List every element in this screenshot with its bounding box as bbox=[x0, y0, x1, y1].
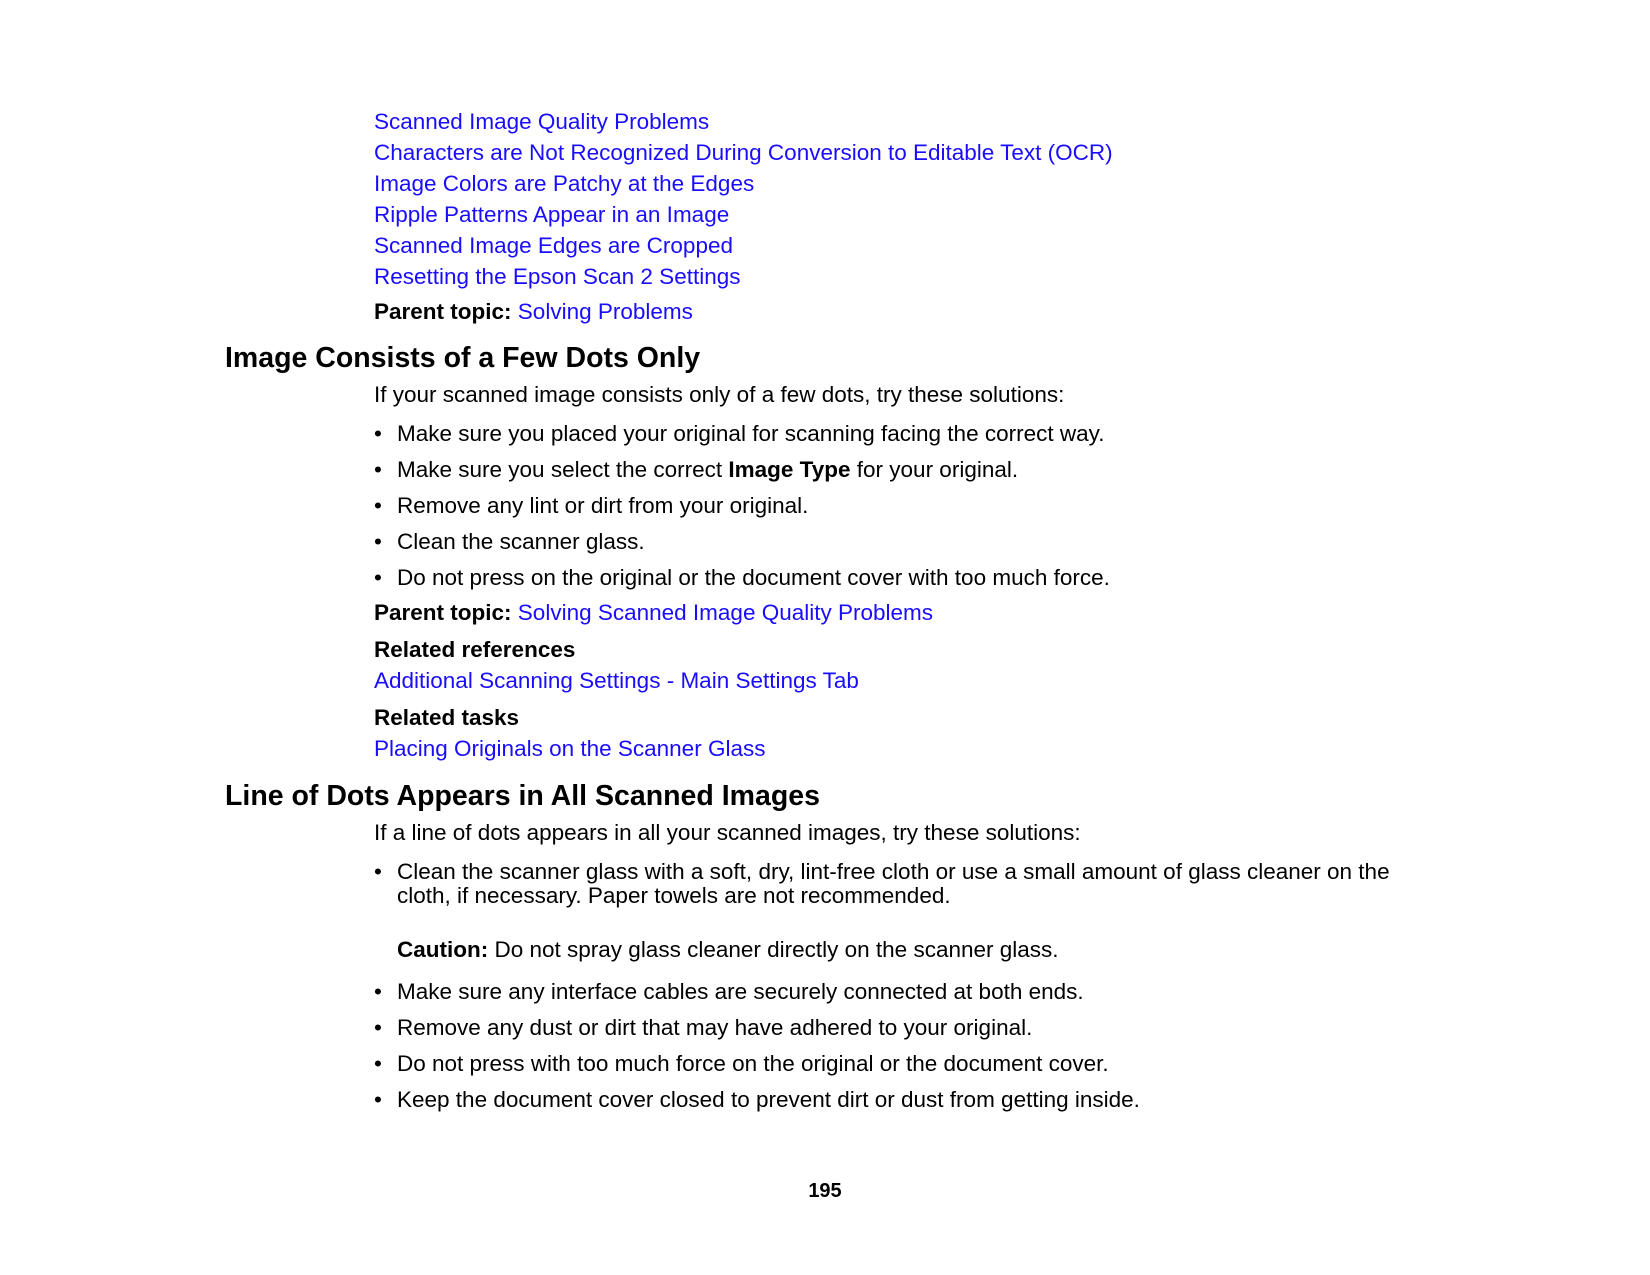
list-item-text: Keep the document cover closed to prevent dirt or dust from getting inside. bbox=[397, 1087, 1140, 1112]
list-item bbox=[374, 860, 1414, 962]
list-item bbox=[374, 1016, 1414, 1040]
related-tasks-heading: Related tasks bbox=[374, 705, 520, 730]
page-number: 195 bbox=[808, 1180, 842, 1202]
list-item-text: Do not press with too much force on the original or the document cover. bbox=[397, 1051, 1109, 1076]
list-item bbox=[374, 1052, 1414, 1076]
list-item-text: Do not press on the original or the document cover with too much force. bbox=[397, 565, 1110, 590]
list-item bbox=[374, 566, 1414, 590]
bullet-marker: • bbox=[374, 979, 382, 1004]
list-item-text: Make sure any interface cables are securely connected at both ends. bbox=[397, 979, 1084, 1004]
section2-bullet-list bbox=[374, 860, 1414, 1112]
section2-intro: If a line of dots appears in all your scanned images, try these solutions: bbox=[374, 820, 1081, 845]
top-links-list bbox=[374, 106, 1414, 292]
link-resetting-epson-scan-settings[interactable]: Resetting the Epson Scan 2 Settings bbox=[374, 264, 741, 289]
bullet-marker: • bbox=[374, 529, 382, 554]
list-item-text: Clean the scanner glass. bbox=[397, 529, 645, 554]
bullet-marker: • bbox=[374, 565, 382, 590]
section-heading-few-dots: Image Consists of a Few Dots Only bbox=[225, 342, 701, 374]
link-edges-cropped[interactable]: Scanned Image Edges are Cropped bbox=[374, 233, 733, 258]
link-scanned-image-quality-problems[interactable]: Scanned Image Quality Problems bbox=[374, 109, 710, 134]
section1-intro: If your scanned image consists only of a few dots, try these solutions: bbox=[374, 382, 1065, 407]
list-item bbox=[374, 980, 1414, 1004]
image-type-term: Image Type bbox=[728, 457, 851, 482]
list-item-text: Remove any dust or dirt that may have adhered to your original. bbox=[397, 1015, 1033, 1040]
list-item-text-post: for your original. bbox=[850, 457, 1019, 482]
list-item-text: Make sure you placed your original for scanning facing the correct way. bbox=[397, 421, 1105, 446]
section-heading-line-of-dots: Line of Dots Appears in All Scanned Images bbox=[225, 780, 820, 812]
bullet-marker: • bbox=[374, 1051, 382, 1076]
parent-topic-label: Parent topic: bbox=[374, 299, 512, 324]
link-image-colors-patchy[interactable]: Image Colors are Patchy at the Edges bbox=[374, 171, 755, 196]
top-parent-topic bbox=[374, 296, 1414, 327]
related-references-heading: Related references bbox=[374, 637, 576, 662]
parent-topic-label: Parent topic: bbox=[374, 600, 512, 625]
caution-label: Caution: bbox=[397, 937, 489, 962]
list-item bbox=[374, 422, 1414, 446]
link-placing-originals[interactable]: Placing Originals on the Scanner Glass bbox=[374, 736, 766, 761]
link-characters-not-recognized-ocr[interactable]: Characters are Not Recognized During Conversion to Editable Text (OCR) bbox=[374, 140, 1113, 165]
section1-bullet-list bbox=[374, 422, 1414, 590]
list-item bbox=[374, 530, 1414, 554]
bullet-marker: • bbox=[374, 421, 382, 446]
list-item bbox=[374, 458, 1414, 482]
page-content bbox=[225, 106, 1414, 1112]
list-item bbox=[374, 1088, 1414, 1112]
link-ripple-patterns[interactable]: Ripple Patterns Appear in an Image bbox=[374, 202, 730, 227]
section1-parent-topic bbox=[374, 597, 1414, 628]
bullet-marker: • bbox=[374, 493, 382, 518]
caution-text: Do not spray glass cleaner directly on the scanner glass. bbox=[488, 937, 1059, 962]
list-item-text: Remove any lint or dirt from your original. bbox=[397, 493, 809, 518]
list-item-text-pre: Make sure you select the correct bbox=[397, 457, 729, 482]
bullet-marker: • bbox=[374, 1015, 382, 1040]
list-item bbox=[374, 494, 1414, 518]
bullet-marker: • bbox=[374, 1087, 382, 1112]
link-solving-scanned-image-quality-problems[interactable]: Solving Scanned Image Quality Problems bbox=[517, 600, 934, 625]
bullet-marker: • bbox=[374, 859, 382, 884]
caution-note bbox=[397, 938, 1414, 962]
link-solving-problems[interactable]: Solving Problems bbox=[517, 299, 693, 324]
link-additional-scanning-settings[interactable]: Additional Scanning Settings - Main Settings Tab bbox=[374, 668, 859, 693]
list-item-text: Clean the scanner glass with a soft, dry, lint-free cloth or use a small amount of glass cleaner on the cloth, if necessary. Paper towels are not recommended. bbox=[397, 859, 1390, 908]
bullet-marker: • bbox=[374, 457, 382, 482]
